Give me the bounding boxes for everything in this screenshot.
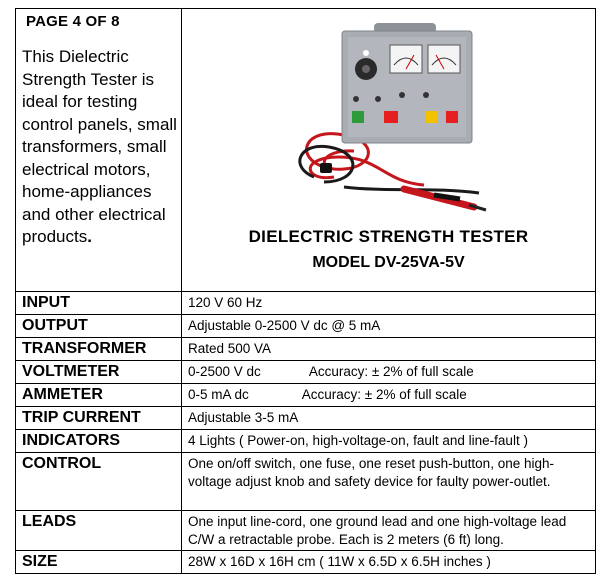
- spec-row-control: [16, 453, 596, 511]
- spec-row-size: [16, 551, 596, 574]
- spec-sheet-table: [15, 8, 596, 574]
- spec-range: 0-2500 V dc: [188, 364, 261, 379]
- spec-accuracy: Accuracy: ± 2% of full scale: [301, 387, 467, 402]
- spec-row-trip-current: [16, 407, 596, 430]
- spec-row-transformer: [16, 338, 596, 361]
- spec-label: INDICATORS: [16, 430, 182, 453]
- spec-row-leads: [16, 511, 596, 551]
- intro-cell: [16, 9, 182, 292]
- spec-label: LEADS: [16, 511, 182, 551]
- page-number: PAGE 4 OF 8: [26, 13, 120, 30]
- spec-value: One on/off switch, one fuse, one reset push-button, one high-voltage adjust knob and safety device for faulty power-outlet.: [182, 453, 596, 511]
- spec-value: 4 Lights ( Power-on, high-voltage-on, fault and line-fault ): [182, 430, 596, 453]
- spec-value: Adjustable 3-5 mA: [182, 407, 596, 430]
- spec-row-indicators: [16, 430, 596, 453]
- spec-label: TRIP CURRENT: [16, 407, 182, 430]
- product-model: MODEL DV-25VA-5V: [312, 254, 465, 271]
- product-title: DIELECTRIC STRENGTH TESTER: [248, 227, 529, 246]
- product-cell: [182, 9, 596, 292]
- tester-photo: [284, 17, 494, 217]
- spec-value: [182, 361, 596, 384]
- spec-label: CONTROL: [16, 453, 182, 511]
- spec-row-output: [16, 315, 596, 338]
- spec-row-input: [16, 292, 596, 315]
- spec-label: OUTPUT: [16, 315, 182, 338]
- spec-label: SIZE: [16, 551, 182, 574]
- spec-row-ammeter: [16, 384, 596, 407]
- header-row: [16, 9, 596, 292]
- spec-row-voltmeter: [16, 361, 596, 384]
- spec-range: 0-5 mA dc: [188, 387, 249, 402]
- intro-text: This Dielectric Strength Tester is ideal for testing control panels, small transformers, small electrical motors, home-appliances and other electrical products.: [22, 47, 177, 246]
- spec-label: TRANSFORMER: [16, 338, 182, 361]
- spec-value: Rated 500 VA: [182, 338, 596, 361]
- spec-label: INPUT: [16, 292, 182, 315]
- spec-value: One input line-cord, one ground lead and one high-voltage lead C/W a retractable probe. Each is 2 meters (6 ft) long.: [182, 511, 596, 551]
- spec-accuracy: Accuracy: ± 2% of full scale: [308, 364, 474, 379]
- spec-value: 28W x 16D x 16H cm ( 11W x 6.5D x 6.5H inches ): [182, 551, 596, 574]
- spec-value: 120 V 60 Hz: [182, 292, 596, 315]
- spec-label: AMMETER: [16, 384, 182, 407]
- spec-label: VOLTMETER: [16, 361, 182, 384]
- spec-value: Adjustable 0-2500 V dc @ 5 mA: [182, 315, 596, 338]
- spec-value: [182, 384, 596, 407]
